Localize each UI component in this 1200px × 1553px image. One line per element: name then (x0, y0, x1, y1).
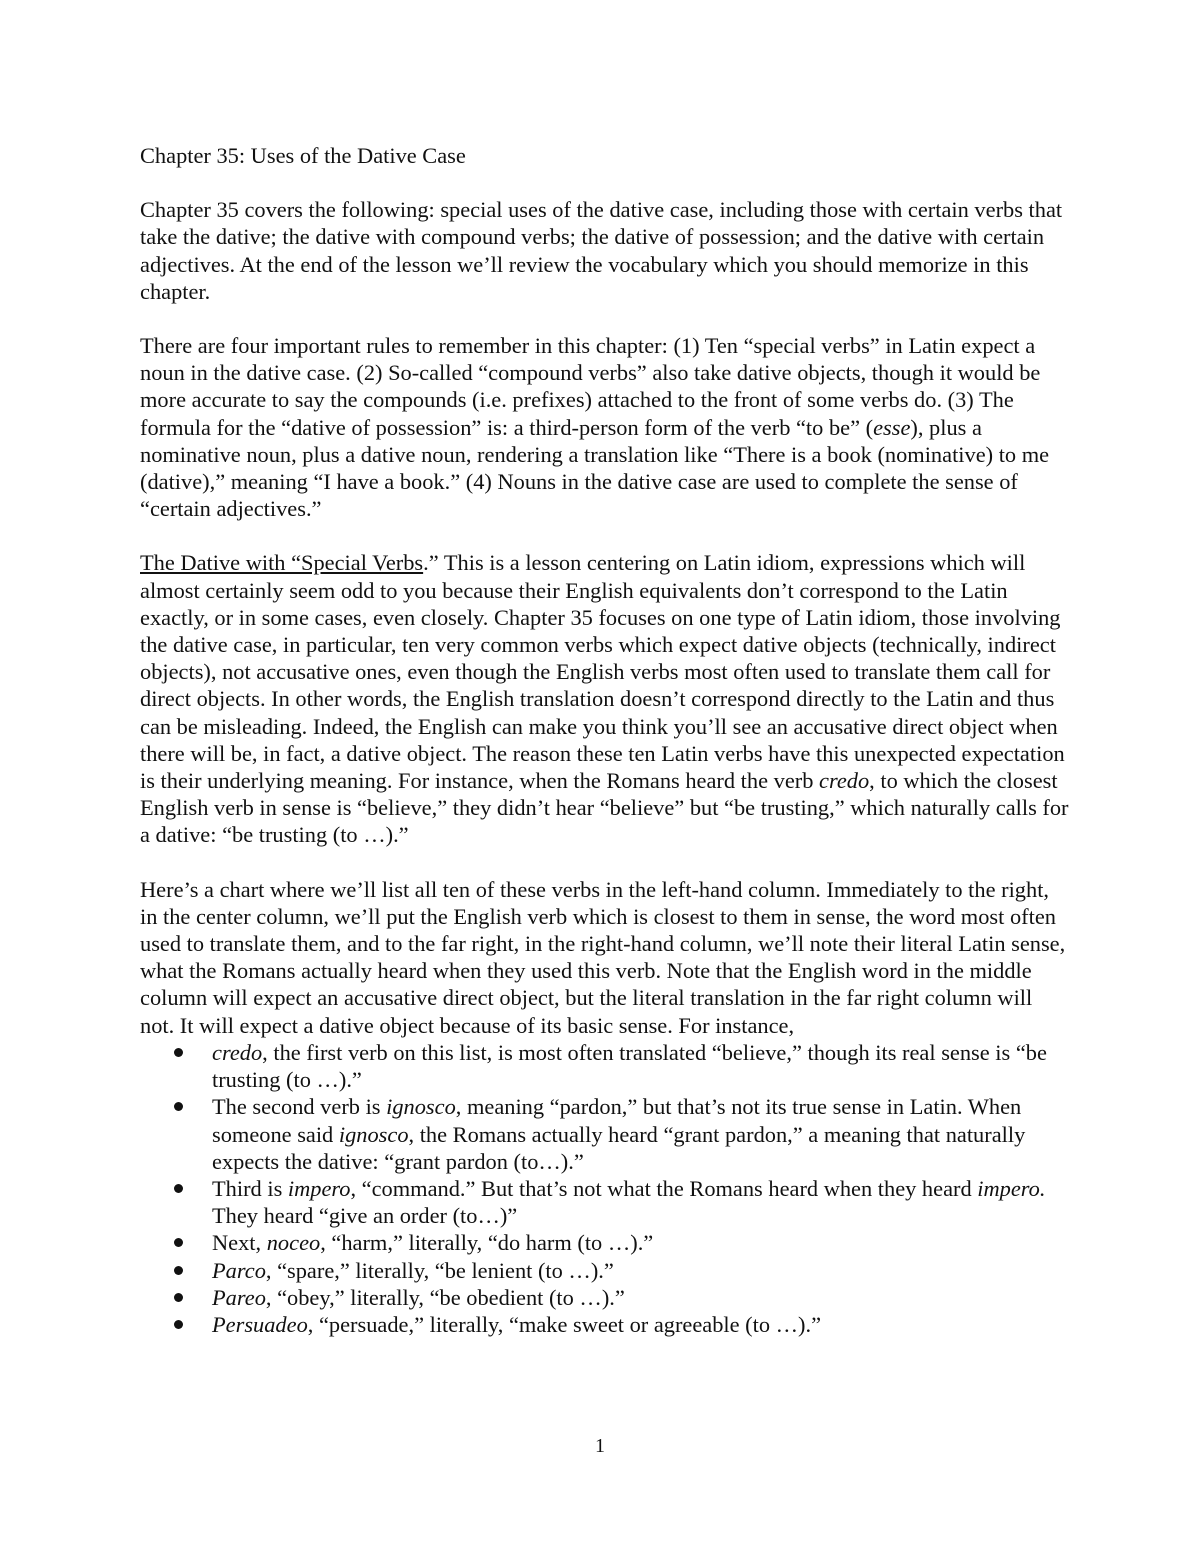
list-item-text: , “obey,” literally, “be obedient (to …).” (265, 1284, 625, 1310)
list-item-text: , “persuade,” literally, “make sweet or agreeable (to …).” (307, 1311, 822, 1337)
bullet-icon (174, 1048, 183, 1057)
list-item-middle: , “command.” But that’s not what the Romans heard when they heard (350, 1175, 978, 1201)
list-item (140, 1039, 1070, 1093)
rules-paragraph (140, 332, 1070, 522)
bullet-icon (174, 1293, 183, 1302)
special-verbs-text-end: , to which the closest English verb in sense is “believe,” they didn’t hear “believe” but “be trusting,” which naturally calls for a dative: “be trusting (to …).” (140, 768, 1069, 848)
bullet-icon (174, 1320, 183, 1329)
list-item (140, 1257, 1070, 1284)
bullet-icon (174, 1266, 183, 1275)
list-item-middle: , meaning “pardon,” but that’s not its true sense in Latin. When someone said (212, 1094, 1022, 1147)
verb-term: Persuadeo (212, 1311, 308, 1337)
list-item-prefix: The second verb is (212, 1094, 387, 1120)
verb-term-repeat: ignosco (338, 1121, 409, 1147)
list-item-text: , the Romans actually heard “grant pardon,” a meaning that naturally expects the dative: “grant pardon (to…).” (212, 1121, 1026, 1174)
bullet-icon (174, 1102, 183, 1111)
bullet-icon (174, 1184, 183, 1193)
list-item (140, 1284, 1070, 1311)
special-verbs-text: .” This is a lesson centering on Latin idiom, expressions which will almost certainly seem odd to you because their English equivalents don’t correspond to the Latin exactly, or in some cases, even closely. Chapter 35 focuses on one type of Latin idiom, those involving the dative case, in particular, ten very common verbs which expect dative objects (technically, indirect objects), not accusative ones, even though the English verbs most often used to translate them call for direct objects. In other words, the English translation doesn’t correspond directly to the Latin and thus can be misleading. Indeed, the English can make you think you’ll see an accusative direct object when there will be, in fact, a dative object. The reason these ten Latin verbs have this unexpected expectation is their underlying meaning. For instance, when the Romans heard the verb (140, 550, 1065, 794)
esse-term: esse (873, 414, 911, 440)
list-item-text: They heard “give an order (to…)” (212, 1203, 518, 1229)
verb-term: ignosco (386, 1094, 456, 1120)
list-item-text: , “harm,” literally, “do harm (to …).” (320, 1230, 654, 1256)
verb-bullet-list (140, 1039, 1070, 1338)
rules-text-part-2: ), plus a nominative noun, plus a dative noun, rendering a translation like “There is a book (nominative) to me (dative),” meaning “I have a book.” (4) Nouns in the dative case are used to complete the sense of “certain adjectives.” (140, 414, 1050, 522)
list-item (140, 1229, 1070, 1256)
page-number: 1 (595, 1435, 605, 1457)
special-verbs-paragraph (140, 549, 1070, 848)
verb-term: noceo (266, 1230, 321, 1256)
rules-text-part-1: There are four important rules to remember in this chapter: (1) Ten “special verbs” in Latin expect a noun in the dative case. (2) So-called “compound verbs” also take dative objects, though it would be more accurate to say the compounds (i.e. prefixes) attached to the front of some verbs do. (3) The formula for the “dative of possession” is: a third-person form of the verb “to be” ( (140, 333, 1041, 440)
list-item (140, 1311, 1070, 1338)
bullet-icon (174, 1238, 183, 1247)
verb-term: credo (212, 1039, 263, 1065)
special-verbs-heading: The Dative with “Special Verbs (140, 550, 424, 576)
document-page (140, 142, 1070, 1338)
verb-term: impero (287, 1175, 351, 1201)
list-item (140, 1175, 1070, 1229)
list-item-prefix: Next, (212, 1230, 267, 1256)
chart-intro-paragraph: Here’s a chart where we’ll list all ten of these verbs in the left-hand column. Immediately to the right, in the center column, we’ll put the English verb which is closest to them in sense, the word most often used to translate them, and to the far right, in the right-hand column, we’ll note their literal Latin sense, what the Romans actually heard when they used this verb. Note that the English word in the middle column will expect an accusative direct object, but the literal translation in the far right column will not. It will expect a dative object because of its basic sense. For instance, (140, 876, 1066, 1038)
credo-term: credo (819, 768, 870, 794)
list-item-prefix: Third is (212, 1175, 288, 1201)
chapter-title: Chapter 35: Uses of the Dative Case (140, 143, 466, 168)
list-item-text: , the first verb on this list, is most often translated “believe,” though its real sense is “be trusting (to …).” (212, 1039, 1047, 1093)
verb-term-repeat: impero. (977, 1175, 1046, 1201)
verb-term: Parco (212, 1257, 266, 1283)
verb-term: Pareo (212, 1284, 266, 1310)
intro-paragraph: Chapter 35 covers the following: special uses of the dative case, including those with certain verbs that take the dative; the dative with compound verbs; the dative of possession; and the dative with certain adjectives. At the end of the lesson we’ll review the vocabulary which you should memorize in this chapter. (140, 197, 1063, 304)
list-item (140, 1093, 1070, 1175)
list-item-text: , “spare,” literally, “be lenient (to …).” (265, 1257, 614, 1283)
